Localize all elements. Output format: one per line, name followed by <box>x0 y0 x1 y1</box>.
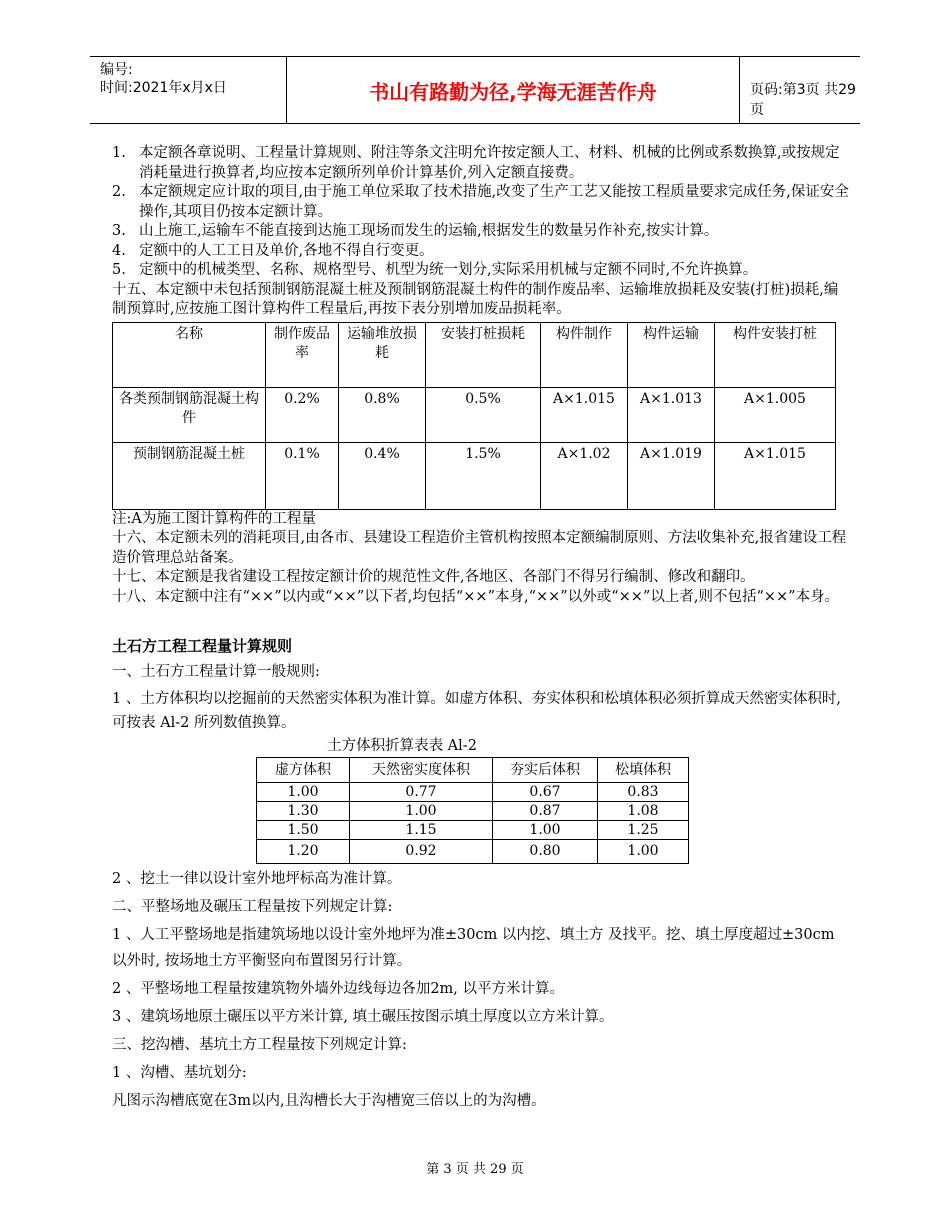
table-cell: 0.8% <box>339 387 426 442</box>
table-row <box>113 387 836 442</box>
rule-2-3: 3 、建筑场地原土碾压以平方米计算, 填土碾压按图示填土厚度以立方米计算。 <box>112 1008 614 1025</box>
table-header-cell: 构件制作 <box>541 322 628 387</box>
table-header-row <box>113 322 836 387</box>
list-number: 3. <box>112 223 126 239</box>
table-row <box>257 820 689 839</box>
time-label: 时间:2021年x月x日 <box>100 80 227 96</box>
rule-2: 二、平整场地及碾压工程量按下列规定计算: <box>112 898 393 915</box>
list-item <box>112 183 852 222</box>
table-note: 注:A为施工图计算构件的工程量 <box>112 510 316 527</box>
list-number: 1. <box>112 145 126 161</box>
table-cell: 0.2% <box>266 387 339 442</box>
rule-1-1: 1 、土方体积均以挖掘前的天然密实体积为准计算。如虚方体积、夯实体积和松填体积必须折算成天然密实体积时, 可按表 Al-2 所列数值换算。 <box>112 690 841 731</box>
table-header-cell: 构件安装打桩 <box>715 322 836 387</box>
header-slogan: 书山有路勤为径,学海无涯苦作舟 <box>286 57 740 123</box>
paragraph-18: 十八、本定额中注有“××”以内或“××”以下者,均包括“××”本身,“××”以外或“××”以上者,则不包括“××”本身。 <box>112 588 840 605</box>
list-text: 定额中的人工工日及单价,各地不得自行变更。 <box>139 242 434 259</box>
table-cell: 0.83 <box>598 782 689 801</box>
paragraph-15: 十五、本定额中未包括预制钢筋混凝土桩及预制钢筋混凝土构件的制作废品率、运输堆放损耗及安装(打桩)损耗,编制预算时,应按施工图计算构件工程量后,再按下表分别增加废品损耗率。 <box>112 281 839 317</box>
table-header-cell: 虚方体积 <box>257 757 350 782</box>
table-cell: 0.92 <box>350 839 493 863</box>
table-cell: 1.00 <box>350 801 493 820</box>
table-cell: 0.87 <box>493 801 598 820</box>
table-cell: 1.00 <box>493 820 598 839</box>
rule-1-2: 2 、挖土一律以设计室外地坪标高为准计算。 <box>112 870 402 887</box>
volume-conversion-table <box>256 757 689 864</box>
list-text: 本定额规定应计取的项目,由于施工单位采取了技术措施,改变了生产工艺又能按工程质量要求完成任务,保证安全操作,其项目仍按本定额计算。 <box>139 184 849 220</box>
table-row <box>257 782 689 801</box>
rules-list <box>112 144 852 281</box>
list-item <box>112 261 852 281</box>
table-header-cell: 夯实后体积 <box>493 757 598 782</box>
volume-table-caption: 土方体积折算表表 Al-2 <box>327 737 477 754</box>
table-cell: A×1.015 <box>715 442 836 509</box>
table-cell: 1.30 <box>257 801 350 820</box>
rule-general: 一、土石方工程量计算一般规则: <box>112 663 320 680</box>
document-body <box>112 144 852 1114</box>
table-header-cell: 制作废品率 <box>266 322 339 387</box>
table-cell: 1.5% <box>426 442 541 509</box>
table-cell: A×1.013 <box>628 387 715 442</box>
list-item <box>112 242 852 262</box>
list-text: 定额中的机械类型、名称、规格型号、机型为统一划分,实际采用机械与定额不同时,不允许换算。 <box>139 262 758 278</box>
header-meta <box>100 61 290 97</box>
rule-3-text: 凡图示沟槽底宽在3m以内,且沟槽长大于沟槽宽三倍以上的为沟槽。 <box>112 1092 546 1109</box>
table-cell: 0.67 <box>493 782 598 801</box>
section-title: 土石方工程工程量计算规则 <box>112 637 293 655</box>
header-page-info: 页码:第3页 共29页 <box>750 82 856 118</box>
list-item <box>112 144 852 183</box>
table-header-cell: 松填体积 <box>598 757 689 782</box>
rule-3-1: 1 、沟槽、基坑划分: <box>112 1064 247 1081</box>
list-number: 5. <box>112 262 126 278</box>
table-header-cell: 天然密实度体积 <box>350 757 493 782</box>
table-cell: 1.25 <box>598 820 689 839</box>
table-cell: A×1.02 <box>541 442 628 509</box>
table-cell: 0.77 <box>350 782 493 801</box>
rule-2-1: 1 、人工平整场地是指建筑场地以设计室外地坪为准±30cm 以内挖、填土方 及找平。挖、填土厚度超过±30cm 以外时, 按场地土方平衡竖向布置图另行计算。 <box>112 926 835 969</box>
paragraph-16: 十六、本定额未列的消耗项目,由各市、县建设工程造价主管机构按照本定额编制原则、方法收集补充,报省建设工程造价管理总站备案。 <box>112 530 847 566</box>
table-cell: 预制钢筋混凝土桩 <box>113 442 266 509</box>
paragraph-17: 十七、本定额是我省建设工程按定额计价的规范性文件,各地区、各部门不得另行编制、修改和翻印。 <box>112 569 755 585</box>
list-text: 本定额各章说明、工程量计算规则、附注等条文注明允许按定额人工、材料、机械的比例或系数换算,或按规定消耗量进行换算者,均应按本定额所列单价计算基价,列入定额直接费。 <box>139 145 840 181</box>
table-cell: 0.80 <box>493 839 598 863</box>
table-header-cell: 名称 <box>113 322 266 387</box>
table-row <box>257 801 689 820</box>
table-cell: 0.5% <box>426 387 541 442</box>
page-header <box>90 56 860 124</box>
table-row <box>113 442 836 509</box>
table-header-cell: 安装打桩损耗 <box>426 322 541 387</box>
table-cell: 各类预制钢筋混凝土构件 <box>113 387 266 442</box>
table-header-row <box>257 757 689 782</box>
table-cell: A×1.005 <box>715 387 836 442</box>
table-cell: 1.08 <box>598 801 689 820</box>
table-cell: A×1.015 <box>541 387 628 442</box>
table-cell: 1.20 <box>257 839 350 863</box>
page-footer: 第 3 页 共 29 页 <box>426 1162 524 1177</box>
table-header-cell: 运输堆放损耗 <box>339 322 426 387</box>
number-label: 编号: <box>100 62 133 78</box>
list-number: 4. <box>112 242 126 259</box>
table-cell: 0.1% <box>266 442 339 509</box>
table-cell: 1.50 <box>257 820 350 839</box>
loss-rate-table <box>112 322 836 510</box>
list-number: 2. <box>112 184 126 200</box>
list-item <box>112 222 852 242</box>
list-text: 山上施工,运输车不能直接到达施工现场而发生的运输,根据发生的数量另作补充,按实计算。 <box>139 223 719 239</box>
table-cell: 1.15 <box>350 820 493 839</box>
table-cell: 1.00 <box>598 839 689 863</box>
rule-2-2: 2 、平整场地工程量按建筑物外墙外边线每边各加2m, 以平方米计算。 <box>112 980 565 997</box>
table-header-cell: 构件运输 <box>628 322 715 387</box>
table-cell: 1.00 <box>257 782 350 801</box>
table-cell: 0.4% <box>339 442 426 509</box>
rule-3: 三、挖沟槽、基坑土方工程量按下列规定计算: <box>112 1036 407 1053</box>
table-cell: A×1.019 <box>628 442 715 509</box>
table-row <box>257 839 689 863</box>
